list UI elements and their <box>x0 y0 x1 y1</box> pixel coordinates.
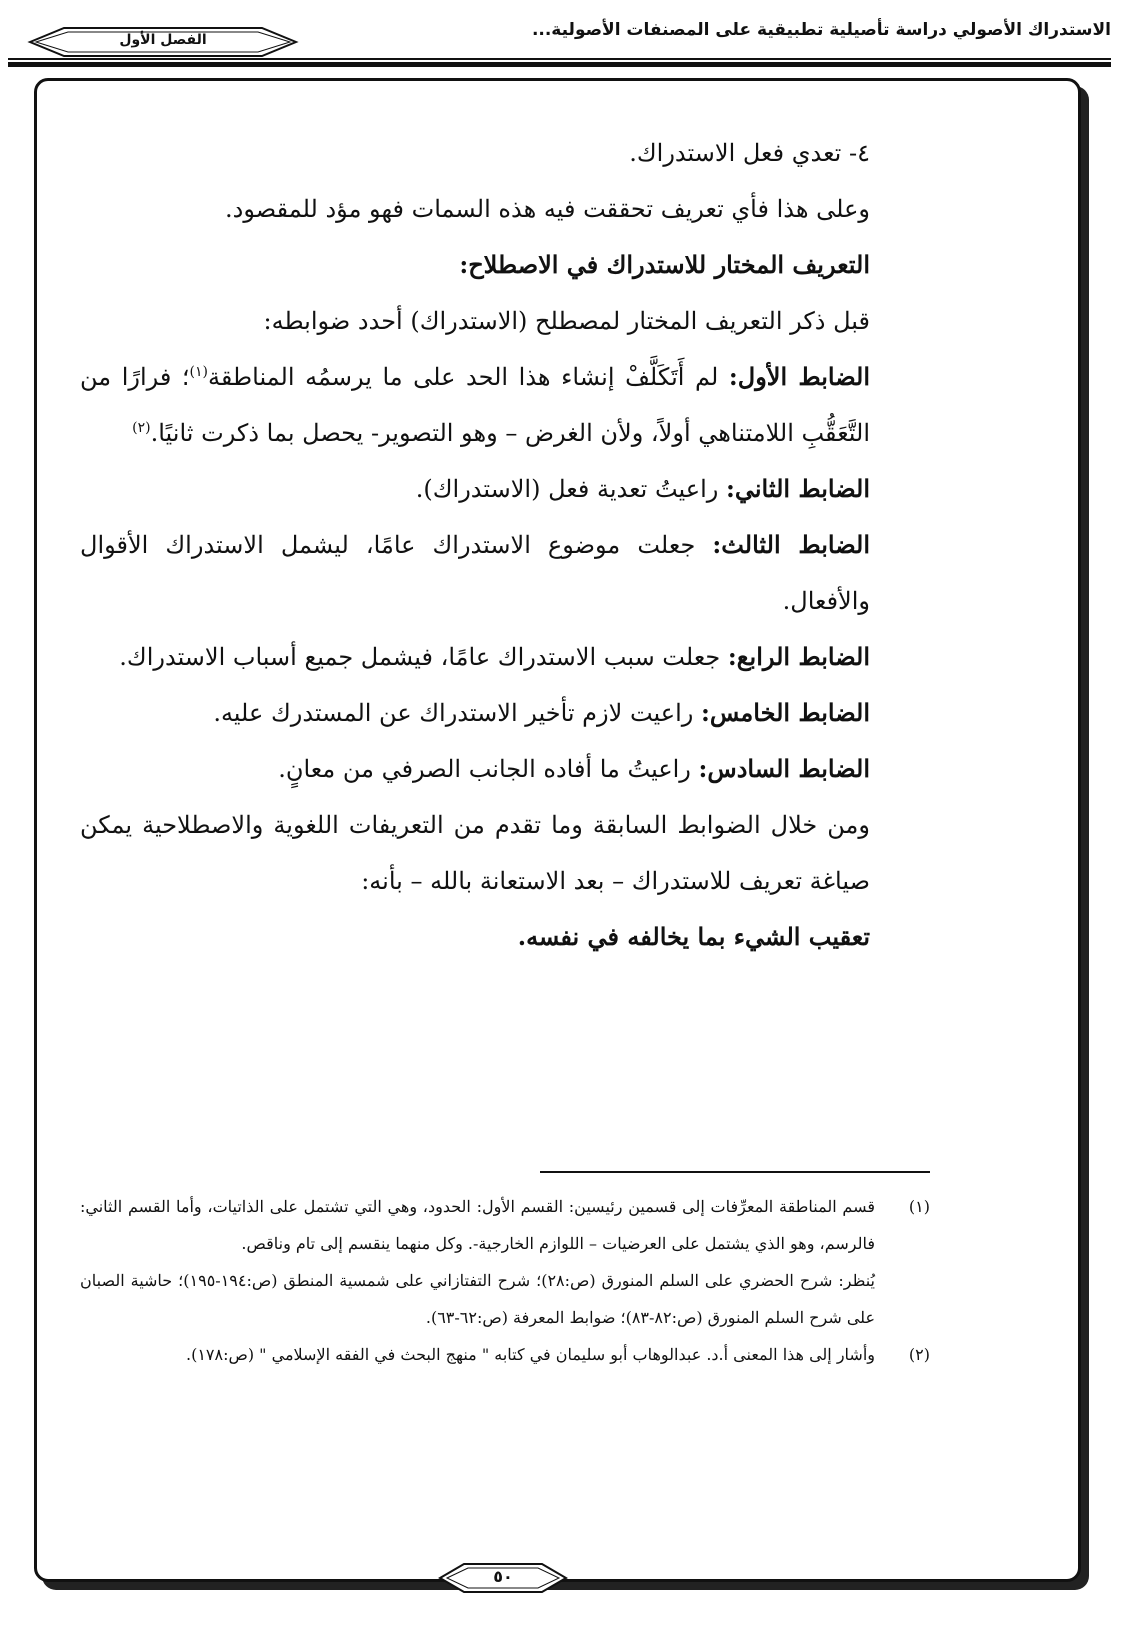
footnote-2-body <box>80 1336 875 1373</box>
criterion-1-label: الضابط الأول: <box>728 362 870 391</box>
main-text <box>80 125 930 965</box>
footnote-2-number: (٢) <box>908 1345 930 1364</box>
criterion-5 <box>80 685 930 741</box>
paragraph-intro: وعلى هذا فأي تعريف تحققت فيه هذه السمات فهو مؤد للمقصود. <box>225 195 870 223</box>
criterion-1 <box>80 349 930 461</box>
footnote-1-refs: يُنظر: شرح الحضري على السلم المنورق (ص:٢٨)؛ شرح التفتازاني على شمسية المنطق (ص:١٩٤-١٩٥)؛ حاشية الصبان على شرح السلم المنورق (ص:٨٢-٨٣)؛ ضوابط المعرفة (ص:٦٢-٦٣). <box>80 1271 875 1327</box>
criterion-4 <box>80 629 930 685</box>
criterion-3-label: الضابط الثالث: <box>712 530 870 559</box>
criterion-1-text-a: لم أَتَكَلَّفْ إنشاء هذا الحد على ما يرسمُه المناطقة <box>208 363 729 391</box>
criterion-6-label: الضابط السادس: <box>698 754 870 783</box>
chapter-tab <box>28 26 298 58</box>
footnote-1-number: (١) <box>908 1197 930 1216</box>
paragraph-before-criteria: قبل ذكر التعريف المختار لمصطلح (الاستدراك) أحدد ضوابطه: <box>263 307 870 335</box>
criterion-5-text: راعيت لازم تأخير الاستدراك عن المستدرك عليه. <box>213 699 701 727</box>
final-definition: تعقيب الشيء بما يخالفه في نفسه. <box>517 922 870 951</box>
header-rule-thick <box>8 62 1111 67</box>
footnote-1-body <box>80 1188 875 1336</box>
criterion-2-label: الضابط الثاني: <box>726 474 870 503</box>
paragraph-item-4: ٤- تعدي فعل الاستدراك. <box>629 139 870 167</box>
chapter-label: الفصل الأول <box>119 32 207 48</box>
footnote-2-text: وأشار إلى هذا المعنى أ.د. عبدالوهاب أبو سليمان في كتابه " منهج البحث في الفقه الإسلامي " (ص:١٧٨). <box>185 1345 875 1364</box>
criterion-3-text: جعلت موضوع الاستدراك عامًا، ليشمل الاستدراك الأقوال والأفعال. <box>80 531 870 615</box>
criterion-6-text: راعيتُ ما أفاده الجانب الصرفي من معانٍ. <box>278 755 699 783</box>
section-heading: التعريف المختار للاستدراك في الاصطلاح: <box>459 250 870 279</box>
footnote-2 <box>80 1336 930 1373</box>
criterion-3 <box>80 517 930 629</box>
page-number: ٥٠ <box>493 1567 513 1586</box>
criterion-4-label: الضابط الرابع: <box>727 642 870 671</box>
footnotes <box>80 1188 930 1373</box>
footnote-ref-1[interactable]: (١) <box>189 364 209 380</box>
footnote-1 <box>80 1188 930 1336</box>
criterion-4-text: جعلت سبب الاستدراك عامًا، فيشمل جميع أسباب الاستدراك. <box>119 643 728 671</box>
criterion-5-label: الضابط الخامس: <box>700 698 870 727</box>
criterion-6 <box>80 741 930 797</box>
header-rule-thin <box>8 58 1111 60</box>
page-number-badge <box>438 1561 568 1595</box>
conclusion-paragraph: ومن خلال الضوابط السابقة وما تقدم من التعريفات اللغوية والاصطلاحية يمكن صياغة تعريف للاستدراك – بعد الاستعانة بالله – بأنه: <box>80 811 870 895</box>
criterion-1-text-b: ؛ فرارًا من التَّعَقُّبِ اللامتناهي أولاً، ولأن الغرض – وهو التصوير- يحصل بما ذكرت ثانيًا. <box>80 363 870 447</box>
criterion-2-text: راعيتُ تعدية فعل (الاستدراك). <box>415 475 726 503</box>
book-title: الاستدراك الأصولي دراسة تأصيلية تطبيقية على المصنفات الأصولية... <box>531 20 1111 40</box>
footnote-ref-2[interactable]: (٢) <box>132 420 151 436</box>
footnote-1-text: قسم المناطقة المعرِّفات إلى قسمين رئيسين: القسم الأول: الحدود، وهي التي تشتمل على الذاتيات، وأما القسم الثاني: فالرسم، وهو الذي يشتمل على العرضيات – اللوازم الخارجية-. وكل منهما ينقسم إلى تام وناقص. <box>80 1197 875 1253</box>
criterion-2 <box>80 461 930 517</box>
footnote-separator <box>540 1171 930 1173</box>
